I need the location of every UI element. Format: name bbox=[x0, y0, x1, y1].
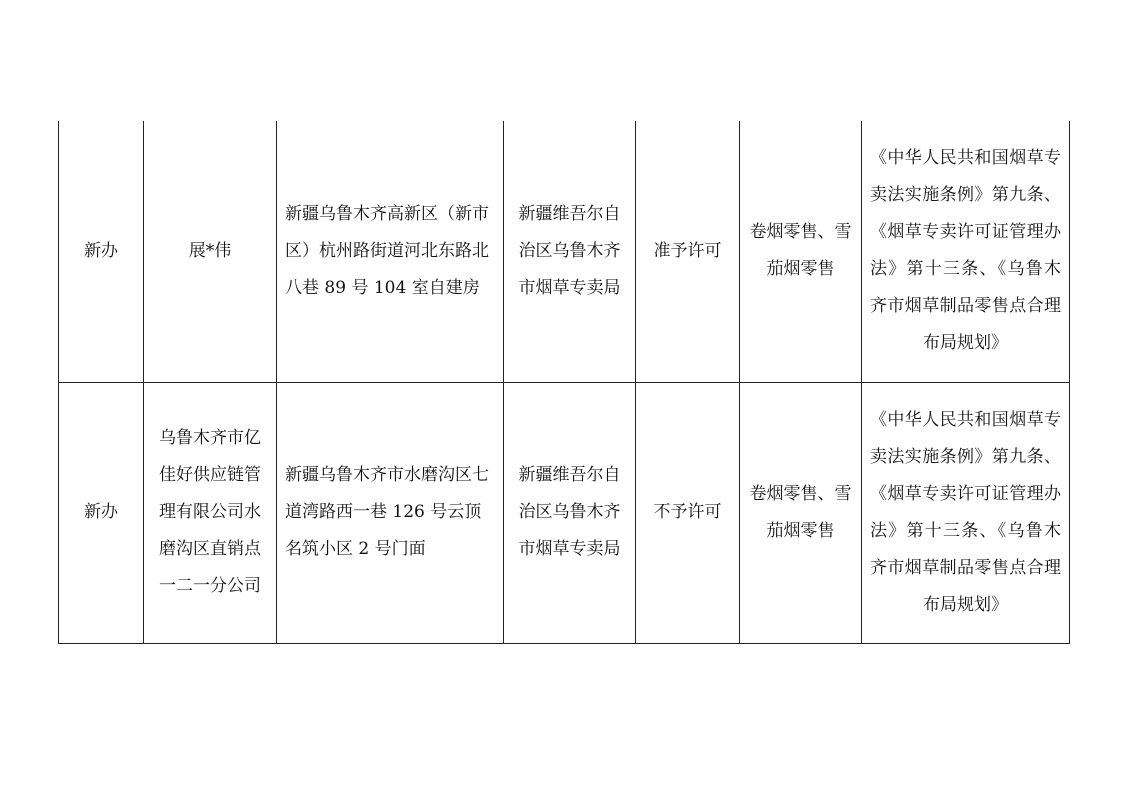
legal-basis-cell: 《中华人民共和国烟草专卖法实施条例》第九条、《烟草专卖许可证管理办法》第十三条、《乌鲁木齐市烟草制品零售点合理布局规划》 bbox=[862, 121, 1070, 382]
table-row bbox=[59, 382, 1070, 643]
issuing-authority-cell: 新疆维吾尔自治区乌鲁木齐市烟草专卖局 bbox=[504, 121, 636, 382]
decision-cell: 不予许可 bbox=[636, 382, 740, 643]
decision-cell: 准予许可 bbox=[636, 121, 740, 382]
application-type-cell: 新办 bbox=[59, 382, 144, 643]
issuing-authority-cell: 新疆维吾尔自治区乌鲁木齐市烟草专卖局 bbox=[504, 382, 636, 643]
business-scope-cell: 卷烟零售、雪茄烟零售 bbox=[740, 121, 862, 382]
table-row bbox=[59, 121, 1070, 382]
applicant-name-cell: 乌鲁木齐市亿佳好供应链管理有限公司水磨沟区直销点一二一分公司 bbox=[144, 382, 277, 643]
legal-basis-cell: 《中华人民共和国烟草专卖法实施条例》第九条、《烟草专卖许可证管理办法》第十三条、《乌鲁木齐市烟草制品零售点合理布局规划》 bbox=[862, 382, 1070, 643]
business-scope-cell: 卷烟零售、雪茄烟零售 bbox=[740, 382, 862, 643]
business-address-cell: 新疆乌鲁木齐市水磨沟区七道湾路西一巷 126 号云顶名筑小区 2 号门面 bbox=[277, 382, 504, 643]
applicant-name-cell: 展*伟 bbox=[144, 121, 277, 382]
permit-table bbox=[58, 121, 1070, 644]
business-address-cell: 新疆乌鲁木齐高新区（新市区）杭州路街道河北东路北八巷 89 号 104 室自建房 bbox=[277, 121, 504, 382]
application-type-cell: 新办 bbox=[59, 121, 144, 382]
